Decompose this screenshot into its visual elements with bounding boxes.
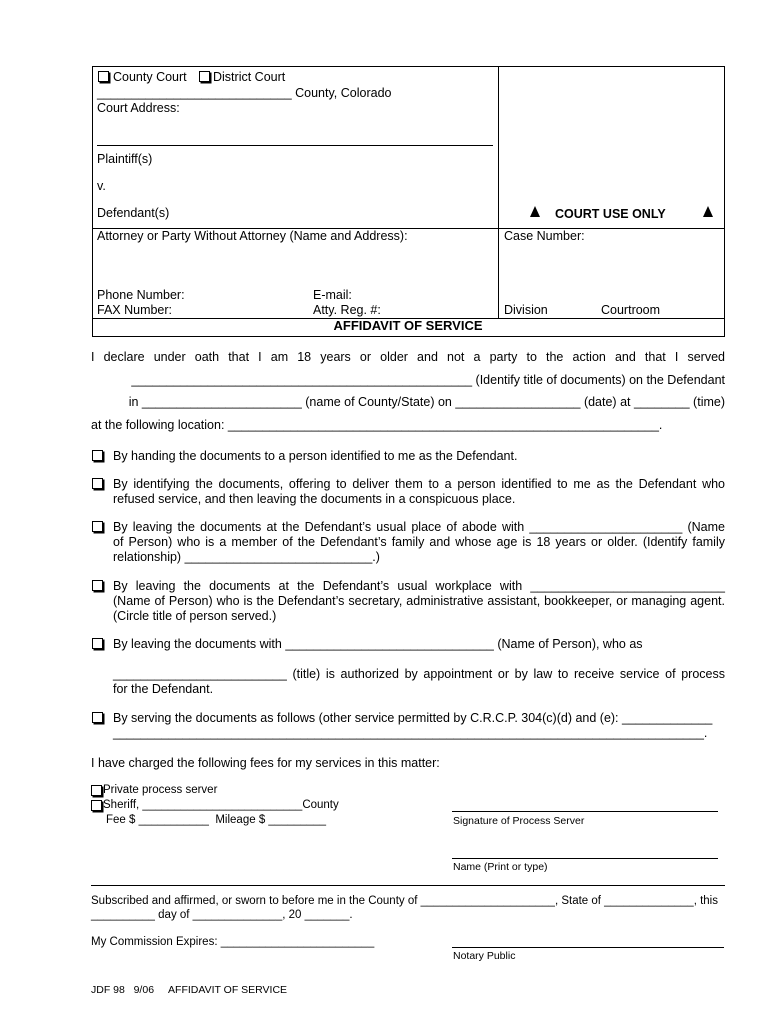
private-server-checkbox[interactable]: [91, 785, 102, 796]
county-court-checkbox[interactable]: [98, 71, 109, 82]
option-text: By serving the documents as follows (other service permitted by C.R.C.P. 304(c)(d) and (e): _____________: [113, 711, 713, 725]
option-text: relationship) ___________________________.): [113, 550, 380, 564]
name-line: [452, 858, 718, 859]
commission-line: My Commission Expires: ________________________: [91, 936, 375, 948]
notary-line-1: Subscribed and affirmed, or sworn to before me in the County of _____________________, State of ______________, this: [91, 895, 718, 907]
notary-signature-line: [452, 947, 724, 948]
county-court-label: County Court: [113, 70, 187, 84]
up-arrow-icon: [703, 206, 713, 217]
option-text: _________________________ (title) is authorized by appointment or by law to receive service of process: [113, 667, 725, 681]
sheriff-checkbox[interactable]: [91, 800, 102, 811]
declaration-line-3: in _______________________ (name of County/State) on __________________ (date) at ________ (time): [128, 395, 725, 409]
versus-label: v.: [97, 179, 106, 193]
attorney-label: Attorney or Party Without Attorney (Name and Address):: [97, 229, 408, 243]
declaration-line-1: I declare under oath that I am 18 years or older and not a party to the action and that I served: [91, 350, 725, 364]
option-checkbox[interactable]: [92, 580, 103, 591]
option-checkbox[interactable]: [92, 450, 103, 461]
caption-divider: [498, 66, 499, 318]
defendants-label: Defendant(s): [97, 206, 170, 220]
sheriff-line: Sheriff, _________________________County: [103, 799, 339, 811]
district-court-checkbox[interactable]: [199, 71, 210, 82]
phone-label: Phone Number:: [97, 288, 185, 302]
court-address-label: Court Address:: [97, 101, 180, 115]
division-label: Division: [504, 303, 548, 317]
fee-line: Fee $ ___________ Mileage $ _________: [106, 814, 326, 826]
option-text: _____________________________________________________________________________________.: [113, 726, 708, 740]
private-server-label: Private process server: [103, 784, 218, 796]
declaration-line-4: at the following location: ______________________________________________________________.: [91, 418, 663, 432]
courtroom-label: Courtroom: [601, 303, 661, 317]
option-checkbox[interactable]: [92, 521, 103, 532]
option-text: (Name of Person) who is the Defendant’s secretary, administrative assistant, bookkeeper, or managing agent.: [113, 594, 725, 608]
option-checkbox[interactable]: [92, 638, 103, 649]
option-checkbox[interactable]: [92, 712, 103, 723]
notary-public-label: Notary Public: [453, 950, 516, 962]
option-text: By leaving the documents with ______________________________ (Name of Person), who as: [113, 637, 643, 651]
caption-box: [92, 66, 725, 337]
option-text: By leaving the documents at the Defendant’s usual workplace with ____________________________: [113, 579, 725, 593]
district-court-label: District Court: [213, 70, 286, 84]
option-text: By handing the documents to a person identified to me as the Defendant.: [113, 449, 518, 463]
page-title: AFFIDAVIT OF SERVICE: [333, 318, 483, 333]
atty-reg-label: Atty. Reg. #:: [313, 303, 381, 317]
form-footer: JDF 98 9/06 AFFIDAVIT OF SERVICE: [91, 984, 288, 996]
case-number-label: Case Number:: [504, 229, 585, 243]
section-separator: [91, 885, 725, 886]
signature-label: Signature of Process Server: [453, 815, 585, 827]
option-text: (Circle title of person served.): [113, 609, 277, 623]
signature-line: [452, 811, 718, 812]
fees-intro: I have charged the following fees for my services in this matter:: [91, 756, 440, 770]
fax-label: FAX Number:: [97, 303, 173, 317]
name-label: Name (Print or type): [453, 861, 548, 873]
declaration-line-2: _________________________________________________ (Identify title of documents) on the Defendant: [131, 373, 725, 387]
plaintiffs-label: Plaintiff(s): [97, 152, 153, 166]
option-text: of Person) who is a member of the Defendant’s family and whose age is 18 years or older. (Identify family: [113, 535, 725, 549]
option-text: By identifying the documents, offering to deliver them to a person identified to me as the Defendant who: [113, 477, 725, 491]
county-colorado-line: ____________________________ County, Colorado: [97, 86, 392, 100]
option-text: By leaving the documents at the Defendant’s usual place of abode with ______________________ (Name: [113, 520, 725, 534]
option-text: refused service, and then leaving the documents in a conspicuous place.: [113, 492, 516, 506]
email-label: E-mail:: [313, 288, 352, 302]
option-checkbox[interactable]: [92, 478, 103, 489]
court-use-only-label: COURT USE ONLY: [555, 207, 666, 221]
option-text: for the Defendant.: [113, 682, 214, 696]
up-arrow-icon: [530, 206, 540, 217]
court-address-line: [97, 145, 493, 146]
notary-line-2: __________ day of ______________, 20 _______.: [91, 909, 353, 921]
